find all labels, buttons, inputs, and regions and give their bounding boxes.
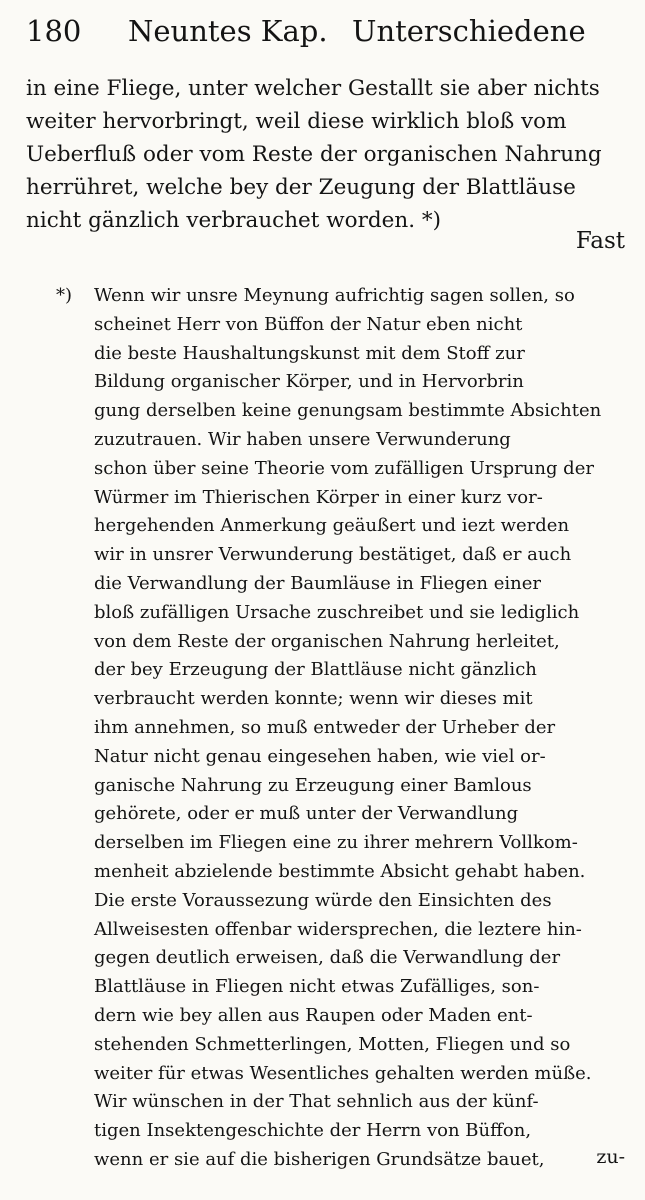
footnote-line: Wir wünschen in der That sehnlich aus der künf- [94,1091,539,1113]
footnote-line: weiter für etwas Wesentliches gehalten werden müße. [94,1062,592,1084]
footnote-line: gung derselben keine genungsam bestimmte Absichten [94,400,602,422]
text-line: Ueberfluß oder vom Reste der organischen Nahrung [26,142,602,167]
text-line: nicht gänzlich verbrauchet worden. *) [26,208,442,233]
main-text [26,72,630,237]
footnote-line: dern wie bey allen aus Raupen oder Maden ent- [94,1004,533,1026]
footnote-line: Allweisesten offenbar widersprechen, die leztere hin- [94,918,582,940]
footnote-line: bloß zufälligen Ursache zuschreibet und sie lediglich [94,601,580,623]
footnote-line: die beste Haushaltungskunst mit dem Stoff zur [94,342,525,364]
footnote-line: von dem Reste der organischen Nahrung herleitet, [94,630,560,652]
footnote-line: Würmer im Thierischen Körper in einer kurz vor- [94,486,543,508]
footnote-line: Natur nicht genau eingesehen haben, wie viel or- [94,745,546,767]
footnote-line: menheit abzielende bestimmte Absicht gehabt haben. [94,860,586,882]
text-line: in eine Fliege, unter welcher Gestallt sie aber nichts [26,76,600,101]
page-header [26,14,625,64]
footnote-line: verbraucht werden konnte; wenn wir dieses mit [94,688,533,710]
text-line: weiter hervorbringt, weil diese wirklich bloß vom [26,109,567,134]
footnote-line: tigen Insektengeschichte der Herrn von Büffon, [94,1120,532,1142]
footnote-line: schon über seine Theorie vom zufälligen Ursprung der [94,457,594,479]
footnote-line: wir in unsrer Verwunderung bestätiget, daß er auch [94,544,572,566]
footnote-marker: *) [56,285,73,306]
footnote-line: ganische Nahrung zu Erzeugung einer Bamlous [94,774,532,796]
footnote [56,282,632,1175]
footnote-line: gegen deutlich erweisen, daß die Verwandlung der [94,947,561,969]
footnote-line: ihm annehmen, so muß entweder der Urheber der [94,716,556,738]
footnote-line: stehenden Schmetterlingen, Motten, Fliegen und so [94,1033,571,1055]
page-number: 180 [26,14,82,48]
footnote-line: Blattläuse in Fliegen nicht etwas Zufälliges, son- [94,976,540,998]
footnote-line: der bey Erzeugung der Blattläuse nicht gänzlich [94,659,537,681]
text-line: herrühret, welche bey der Zeugung der Blattläuse [26,175,576,200]
footnote-line: zuzutrauen. Wir haben unsere Verwunderung [94,428,511,450]
footnote-line: wenn er sie auf die bisherigen Grundsätze bauet, [94,1148,545,1170]
catchword-top: Fast [575,228,625,254]
footnote-line: gehörete, oder er muß unter der Verwandlung [94,803,519,825]
footnote-line: hergehenden Anmerkung geäußert und iezt werden [94,515,570,537]
chapter-heading: Neuntes Kap. [128,14,328,48]
footnote-line: derselben im Fliegen eine zu ihrer mehrern Vollkom- [94,832,578,854]
footnote-line: Wenn wir unsre Meynung aufrichtig sagen sollen, so [94,285,575,306]
catchword-bottom: zu- [596,1146,625,1168]
footnote-line: scheinet Herr von Büffon der Natur eben nicht [94,313,523,335]
footnote-line: Bildung organischer Körper, und in Hervorbrin [94,371,524,393]
footnote-line: die Verwandlung der Baumläuse in Fliegen einer [94,572,541,594]
running-title: Unterschiedene [352,14,586,48]
footnote-line: Die erste Voraussezung würde den Einsichten des [94,889,552,911]
